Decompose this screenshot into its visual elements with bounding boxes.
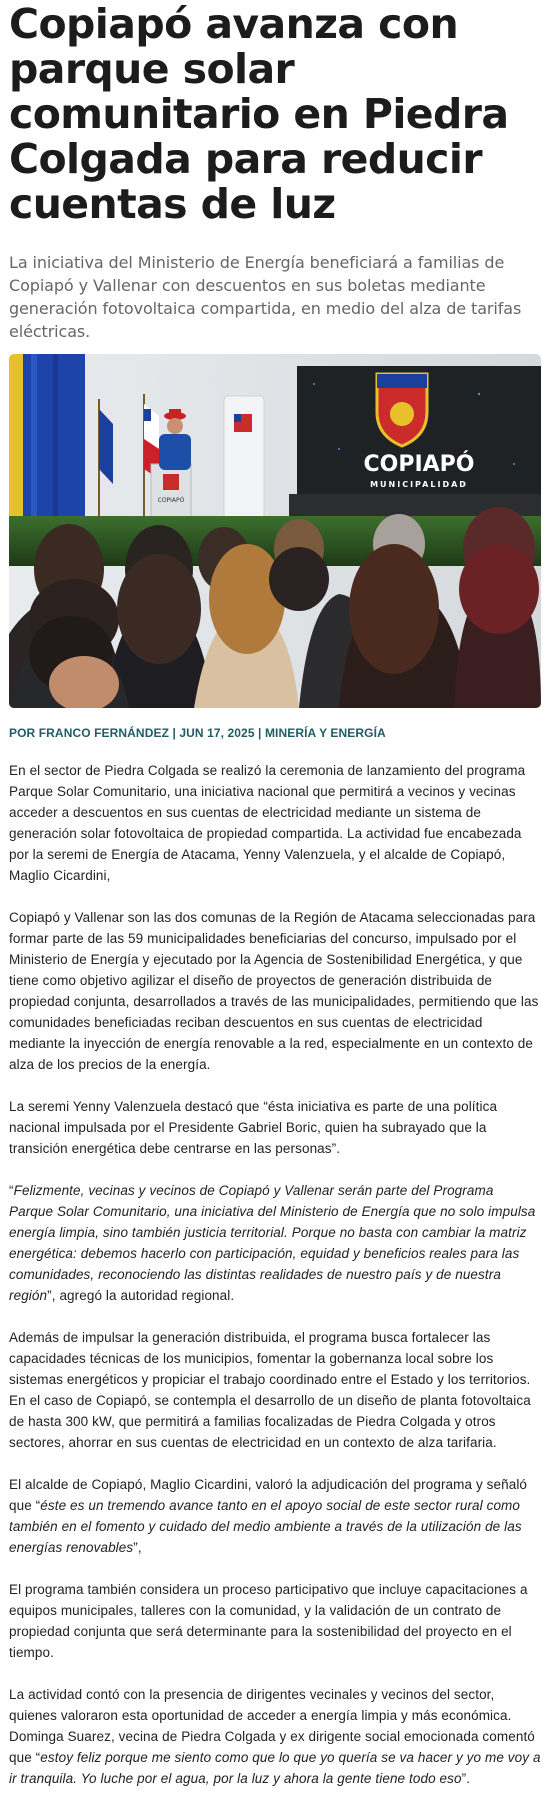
article-photo	[9, 354, 541, 708]
article-body	[9, 760, 541, 1789]
podium-label: COPIAPÓ	[157, 497, 185, 504]
article-lead: La iniciativa del Ministerio de Energía beneficiará a familias de Copiapó y Vallenar con descuentos en sus boletas mediante generación fotovoltaica compartida, en medio del alza de tarifas eléctricas.	[9, 253, 522, 341]
body-paragraph	[9, 1474, 541, 1558]
body-paragraph: En el sector de Piedra Colgada se realizó la ceremonia de lanzamiento del programa Parque Solar Comunitario, una iniciativa nacional que permitirá a vecinos y vecinas acceder a descuentos en sus cuentas de electricidad mediante un sistema de generación solar fotovoltaica de propiedad compartida. La actividad fue encabezada por la seremi de Energía de Atacama, Yenny Valenzuela, y el alcalde de Copiapó, Maglio Cicardini,	[9, 763, 526, 883]
body-paragraph: Copiapó y Vallenar son las dos comunas de la Región de Atacama seleccionadas para formar parte de las 59 municipalidades beneficiarias del concurso, impulsado por el Ministerio de Energía y ejecutado por la Agencia de Sostenibilidad Energética, y que tiene como objetivo agilizar el diseño de proyectos de generación distribuida de propiedad conjunta, desarrollados a través de las municipalidades, permitiendo que las comunidades beneficiadas reciban descuentos en sus cuentas de electricidad mediante la inyección de energía renovable a la red, especialmente en un contexto de alza de los precios de la energía.	[9, 910, 539, 1072]
screen-logo-text: COPIAPÓ	[363, 452, 475, 477]
byline-separator: |	[172, 726, 176, 740]
quote-text: éste es un tremendo avance tanto en el apoyo social de este sector rural como también en el fomento y cuidado del medio ambiente a través de la utilización de las energías renovables	[9, 1498, 522, 1555]
quote-close: ”.	[461, 1771, 471, 1786]
quote-open: “	[9, 1183, 14, 1198]
byline-separator: |	[258, 726, 262, 740]
byline-category[interactable]: MINERÍA Y ENERGÍA	[264, 726, 386, 740]
screen-logo-subtext: MUNICIPALIDAD	[370, 480, 468, 489]
body-paragraph: La seremi Yenny Valenzuela destacó que “ésta iniciativa es parte de una política nacional impulsada por el Presidente Gabriel Boric, quien ha subrayado que la transición energética debe centrarse en las personas”.	[9, 1099, 498, 1156]
quote-text: estoy feliz porque me siento como que lo que yo quería se va hacer y yo me voy a ir tranquila. Yo luche por el agua, por la luz y ahora la gente tiene todo eso	[9, 1750, 541, 1786]
body-paragraph	[9, 1684, 541, 1789]
quote-close: ”, agregó la autoridad regional.	[47, 1288, 235, 1303]
body-paragraph: Además de impulsar la generación distribuida, el programa busca fortalecer las capacidades técnicas de los municipios, fomentar la gobernanza local sobre los sistemas energéticos y propiciar el trabajo coordinado entre el Estado y los territorios. En el caso de Copiapó, se contempla el desarrollo de un diseño de planta fotovoltaica de hasta 300 kW, que permitirá a familias focalizadas de Piedra Colgada y otros sectores, ahorrar en sus cuentas de electricidad en un contexto de alza tarifaria.	[9, 1330, 531, 1450]
body-paragraph: El programa también considera un proceso participativo que incluye capacitaciones a equipos municipales, talleres con la comunidad, y la validación de un contrato de propiedad conjunta que será determinante para la sostenibilidad del proyecto en el tiempo.	[9, 1582, 528, 1660]
quote-text: Felizmente, vecinas y vecinos de Copiapó y Vallenar serán parte del Programa Parque Solar Comunitario, una iniciativa del Ministerio de Energía que no solo impulsa energía limpia, sino también justicia territorial. Porque no basta con cambiar la matriz energética: debemos hacerlo con participación, equidad y beneficios reales para las comunidades, reconociendo las distintas realidades de nuestro país y de nuestra región	[9, 1183, 536, 1303]
byline-date: JUN 17, 2025	[179, 726, 255, 740]
paragraph-intro: La actividad contó con la presencia de dirigentes vecinales y vecinos del sector, quienes valoraron esta oportunidad de acceder a energía limpia y más económica. Dominga Suarez, vecina de Piedra Colgada y ex dirigente social emocionada comentó que “	[9, 1687, 535, 1765]
paragraph-intro: El alcalde de Copiapó, Maglio Cicardini, valoró la adjudicación del programa y señaló que “	[9, 1477, 528, 1513]
quote-close: ”,	[133, 1540, 142, 1555]
article-byline	[9, 726, 541, 740]
article-title: Copiapó avanza con parque solar comunitario en Piedra Colgada para reducir cuentas de luz	[9, 0, 509, 228]
body-paragraph	[9, 1180, 541, 1306]
byline-author[interactable]: POR FRANCO FERNÁNDEZ	[9, 726, 169, 740]
